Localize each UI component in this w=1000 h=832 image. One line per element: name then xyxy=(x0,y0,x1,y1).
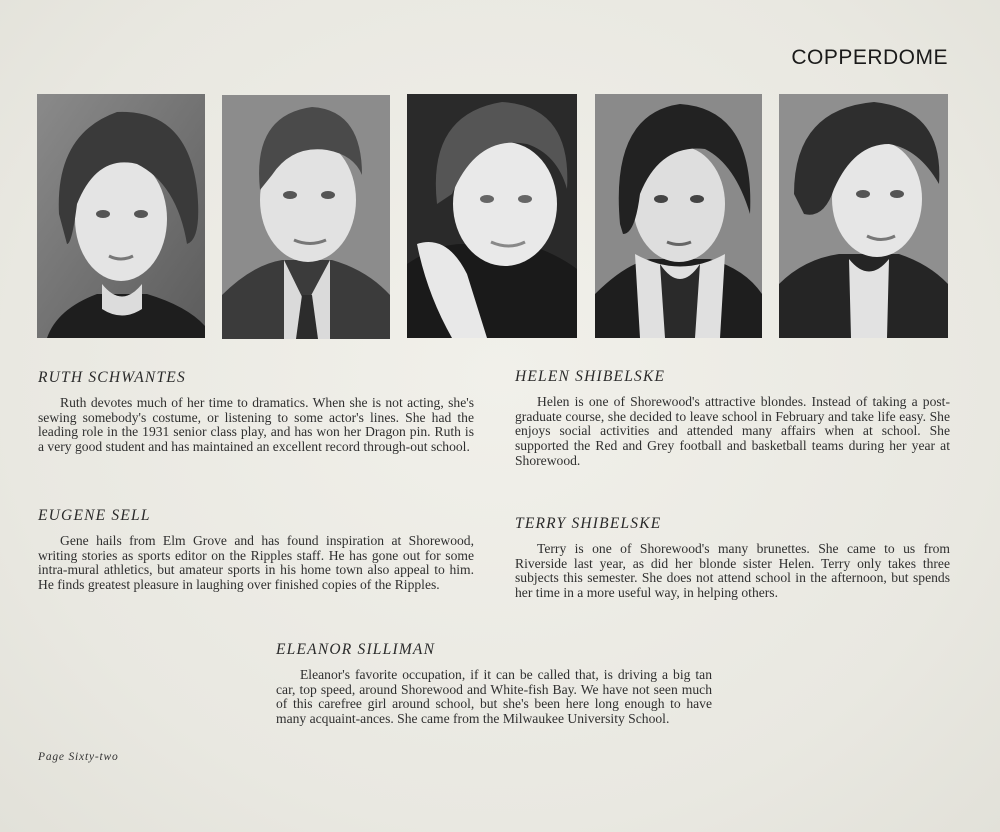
bio-name: RUTH SCHWANTES xyxy=(38,369,186,386)
bio-terry-shibelske xyxy=(515,515,950,601)
portrait-terry-shibelske xyxy=(595,94,762,338)
bio-text: Eleanor's favorite occupation, if it can be called that, is driving a big tan car, top speed, around Shorewood and White-fish Bay. We have not seen much of this carefree girl around school, but she's been here long enough to have many acquaint-ances. She came from the Milwaukee University School. xyxy=(276,667,712,727)
page-number: Page Sixty-two xyxy=(38,751,119,763)
bio-eugene-sell xyxy=(38,507,474,593)
bio-text: Ruth devotes much of her time to dramatics. When she is not acting, she's sewing somebody's costume, or listening to some actor's lines. She had the leading role in the 1931 senior class play, and has won her Dragon pin. Ruth is a very good student and has maintained an excellent record through-out school. xyxy=(38,395,474,455)
bio-helen-shibelske xyxy=(515,368,950,469)
bio-text: Helen is one of Shorewood's attractive blondes. Instead of taking a post-graduate course, she decided to leave school in February and take life easy. She enjoys social activities and attended many affairs when at school. She supported the Red and Grey football and basketball teams during her year at Shorewood. xyxy=(515,394,950,468)
bio-text: Terry is one of Shorewood's many brunettes. She came to us from Riverside last year, as did her blonde sister Helen. Terry only takes three subjects this semester. She does not attend school in the afternoon, but spends her time in a more useful way, in helping others. xyxy=(515,541,950,601)
portrait-ruth-schwantes xyxy=(37,94,205,338)
portrait-helen-shibelske xyxy=(407,94,577,338)
portrait-eleanor-silliman xyxy=(779,94,948,338)
bio-eleanor-silliman xyxy=(276,641,712,727)
portrait-row xyxy=(0,0,1000,345)
bio-ruth-schwantes xyxy=(38,369,474,455)
bio-name: TERRY SHIBELSKE xyxy=(515,515,662,532)
page-title: COPPERDOME xyxy=(791,46,948,69)
bio-name: HELEN SHIBELSKE xyxy=(515,368,666,385)
bio-name: ELEANOR SILLIMAN xyxy=(276,641,436,658)
portrait-eugene-sell xyxy=(222,95,390,339)
bio-text: Gene hails from Elm Grove and has found inspiration at Shorewood, writing stories as sports editor on the Ripples staff. He has gone out for some intra-mural athletics, but amateur sports in his home town also appeal to him. He finds greatest pleasure in laughing over finished copies of the Ripples. xyxy=(38,533,474,593)
bio-name: EUGENE SELL xyxy=(38,507,151,524)
